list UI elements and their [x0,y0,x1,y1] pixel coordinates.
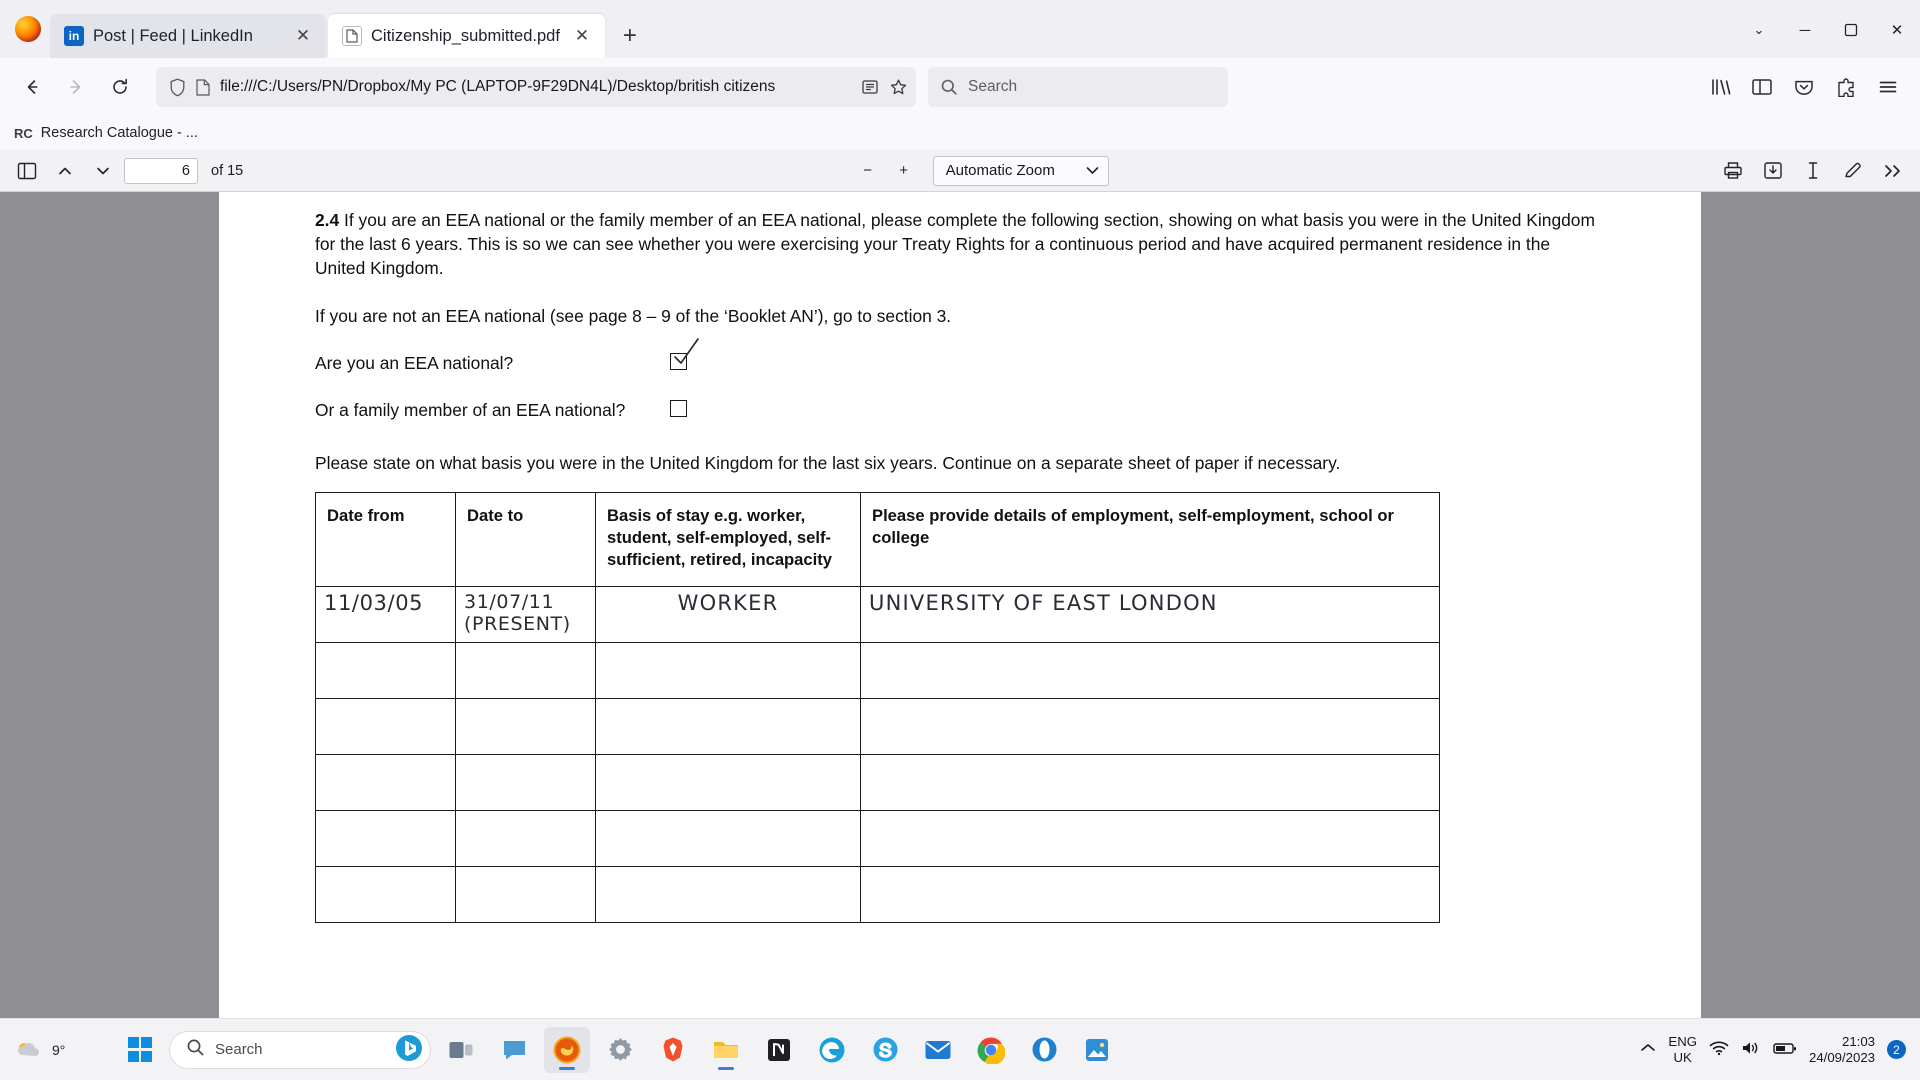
handwriting-date-to-1: 31/07/11 [464,591,555,614]
minimize-button[interactable]: ─ [1799,21,1811,39]
maximize-button[interactable] [1828,10,1874,50]
zoom-in-button[interactable]: + [899,162,908,179]
cell-basis [596,643,861,699]
tab-label: Citizenship_submitted.pdf [371,26,560,45]
wifi-icon[interactable] [1709,1040,1729,1059]
firefox-logo-icon [6,0,50,58]
cell-date-from [316,811,456,867]
windows-icon [128,1037,153,1062]
cell-details [861,587,1440,643]
previous-page-icon[interactable] [48,156,82,186]
paragraph-not-eea: If you are not an EEA national (see page 8 – 9 of the ‘Booklet AN’), go to section 3. [315,306,952,327]
active-indicator [718,1067,734,1070]
pdf-toolbar-right [1716,156,1910,186]
question-family-member-row [315,400,1605,421]
table-row [316,587,1440,643]
notion-icon[interactable] [756,1027,802,1073]
bookmark-favicon: RC [14,125,33,141]
table-row [316,867,1440,923]
bookmark-star-icon[interactable] [889,78,908,97]
file-explorer-icon[interactable] [703,1027,749,1073]
chevron-down-icon [1086,162,1099,179]
clock[interactable] [1809,1034,1875,1066]
pdf-viewer[interactable] [0,192,1920,1080]
settings-icon[interactable] [597,1027,643,1073]
list-all-tabs-icon[interactable]: ⌄ [1753,22,1765,37]
print-icon[interactable] [1716,156,1750,186]
question-eea-national-label: Are you an EEA national? [315,353,514,374]
section-2-4-text [315,208,1605,280]
bookmarks-bar [0,116,1920,150]
download-icon[interactable] [1756,156,1790,186]
library-icon[interactable] [1700,67,1740,107]
pocket-icon[interactable] [1784,67,1824,107]
tab-strip [0,0,1920,58]
language-indicator[interactable] [1668,1034,1697,1064]
question-eea-national-row [315,353,1605,374]
search-bar[interactable] [928,67,1228,107]
cell-basis [596,867,861,923]
photos-icon[interactable] [1074,1027,1120,1073]
cell-date-from [316,587,456,643]
zoom-controls [851,156,1109,186]
handwriting-basis: WORKER [677,591,779,616]
zoom-value: Automatic Zoom [945,162,1055,179]
toggle-sidebar-icon[interactable] [10,156,44,186]
taskbar-search[interactable] [169,1031,431,1069]
taskbar-center [118,1027,1640,1073]
cell-date-from [316,643,456,699]
windows-taskbar [0,1018,1920,1080]
pdf-toolbar [0,150,1920,192]
notification-badge[interactable]: 2 [1887,1040,1906,1059]
app-menu-icon[interactable] [1868,67,1908,107]
firefox-taskbar-icon[interactable] [544,1027,590,1073]
table-row [316,755,1440,811]
clock-date: 24/09/2023 [1808,1049,1875,1065]
pdf-icon [342,26,362,46]
basis-of-stay-table [315,492,1440,923]
question-family-member-label: Or a family member of an EEA national? [315,400,626,421]
table-header-row [316,493,1440,587]
page-count-label: of 15 [211,162,244,179]
new-tab-button[interactable]: + [622,22,637,49]
zoom-out-button[interactable]: − [863,162,872,179]
search-icon [940,78,958,96]
cell-date-from [316,755,456,811]
chrome-icon[interactable] [968,1027,1014,1073]
chat-icon[interactable] [491,1027,537,1073]
extensions-icon[interactable] [1826,67,1866,107]
close-button[interactable]: ✕ [1890,22,1904,39]
cell-date-to [456,699,596,755]
clock-time: 21:03 [1841,1033,1875,1049]
cell-date-from [316,867,456,923]
brave-icon[interactable] [650,1027,696,1073]
search-placeholder: Search [968,78,1018,95]
battery-icon[interactable] [1773,1041,1797,1058]
forward-icon[interactable] [56,67,96,107]
active-indicator [559,1067,575,1070]
cell-date-to [456,755,596,811]
toolbar-right [1700,67,1908,107]
more-tools-icon[interactable] [1876,156,1910,186]
weather-temperature: 9° [52,1041,66,1058]
weather-icon [14,1037,44,1063]
opera-icon[interactable] [1021,1027,1067,1073]
cell-date-to [456,811,596,867]
tab-label: Post | Feed | LinkedIn [93,26,253,45]
text-select-icon[interactable] [1796,156,1830,186]
draw-icon[interactable] [1836,156,1870,186]
cell-basis [596,755,861,811]
section-number: 2.4 [315,210,340,230]
cell-details [861,811,1440,867]
handwriting-date-to-2: (PRESENT) [464,613,571,636]
table-row [316,811,1440,867]
cell-basis [596,587,861,643]
page-number-input[interactable]: 6 [124,158,198,184]
reload-icon[interactable] [100,67,140,107]
window-controls [1736,10,1920,50]
section-body: If you are an EEA national or the family member of an EEA national, please complete the following section, showing on what basis you were in the United Kingdom for the last 6 years. This is so we can see whether you were exercising your Treaty Rights for a continuous period and have acquired permanent residence in the United Kingdom. [315,210,1595,279]
linkedin-icon: in [64,26,84,46]
mail-icon[interactable] [915,1027,961,1073]
close-icon[interactable]: ✕ [574,26,590,45]
handwritten-tick-icon [674,338,700,368]
weather-widget[interactable] [0,1037,118,1063]
paragraph-basis-instruction: Please state on what basis you were in the United Kingdom for the last six years. Continue on a separate sheet of paper if necessary. [315,453,1341,474]
address-bar[interactable] [156,67,916,107]
column-date-to: Date to [456,493,596,587]
bing-chat-icon[interactable] [394,1033,424,1067]
cell-date-to [456,643,596,699]
next-page-icon[interactable] [86,156,120,186]
cell-basis [596,699,861,755]
table-row [316,643,1440,699]
cell-details [861,755,1440,811]
cell-date-to [456,587,596,643]
column-details: Please provide details of employment, self-employment, school or college [861,493,1440,587]
column-date-from: Date from [316,493,456,587]
reader-view-icon[interactable] [861,78,879,96]
taskview-icon[interactable] [438,1027,484,1073]
navigation-bar [0,58,1920,116]
handwriting-details: UNIVERSITY OF EAST LONDON [869,591,1218,616]
language-line-1: ENG [1668,1034,1697,1050]
skype-icon[interactable] [862,1027,908,1073]
url-text: file:///C:/Users/PN/Dropbox/My PC (LAPTOP-9F29DN4L)/Desktop/british citizens [220,78,776,95]
tab-citizenship-pdf[interactable] [328,14,605,58]
file-icon [196,79,210,96]
cell-details [861,643,1440,699]
cell-basis [596,811,861,867]
checkbox-family-member[interactable] [670,400,687,417]
start-button[interactable] [118,1028,162,1072]
show-hidden-icons[interactable] [1640,1042,1656,1057]
zoom-select[interactable] [933,156,1109,186]
sidebar-icon[interactable] [1742,67,1782,107]
table-row [316,699,1440,755]
volume-icon[interactable] [1741,1040,1761,1059]
handwriting-date-from: 11/03/05 [324,591,424,616]
checkbox-eea-national[interactable] [670,353,687,370]
language-line-2: UK [1673,1049,1692,1065]
cell-details [861,699,1440,755]
system-tray [1640,1034,1920,1066]
tab-linkedin[interactable] [50,14,326,58]
column-basis-of-stay: Basis of stay e.g. worker, student, self-employed, self-sufficient, retired, incapacity [596,493,861,587]
close-icon[interactable]: ✕ [295,26,311,45]
pdf-page [219,192,1701,1080]
bookmark-item-research-catalogue[interactable]: Research Catalogue - ... [40,125,198,141]
cell-date-to [456,867,596,923]
cell-details [861,867,1440,923]
taskbar-search-placeholder: Search [215,1041,263,1058]
shield-icon [168,77,186,97]
back-icon[interactable] [12,67,52,107]
cell-date-from [316,699,456,755]
search-icon [186,1038,205,1061]
edge-icon[interactable] [809,1027,855,1073]
